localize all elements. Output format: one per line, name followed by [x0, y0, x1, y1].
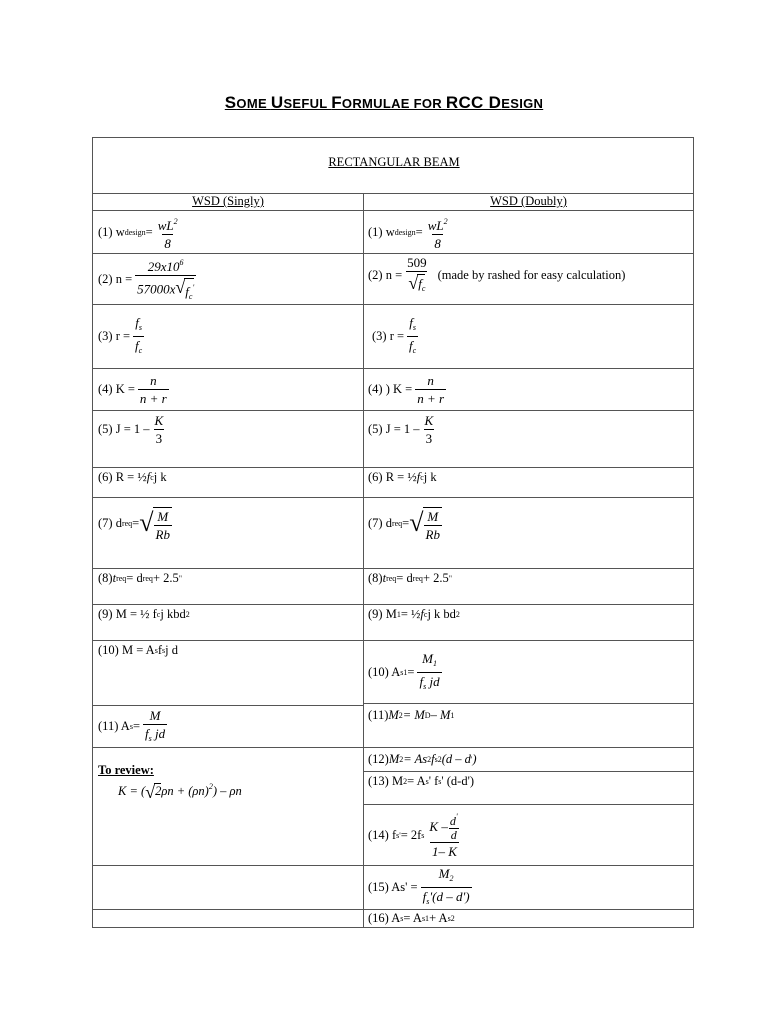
col-right-header: WSD (Doubly): [490, 194, 567, 208]
formula-table: [92, 137, 694, 928]
divider: [93, 747, 693, 748]
right-formula-7: (7) d req = √ $\frac{M}{Rb}$: [368, 508, 440, 542]
right-formula-3: (3) r = $\frac{f_s}{f_c}$: [372, 305, 421, 368]
right-formula-2: (2) n = 509 √ $f_c$ (made by rashed for easy calculation): [368, 254, 625, 296]
left-formula-11: (11) A s = $\frac{M}{f_s jd}$: [98, 706, 170, 747]
right-formula-13: (13) M 2 = A s ' f s ' (d-d'): [368, 773, 475, 788]
right-formula-9: (9) M 1 = ½ f c j k bd 2: [368, 606, 460, 621]
right-formula-16: (16) A s = A s1 + A s2: [368, 911, 455, 925]
left-formula-10: (10) M = A s f s j d: [98, 642, 178, 657]
left-formula-7: (7) d req = √ $\frac{M}{Rb}$: [98, 508, 170, 542]
right-formula-15: (15) As' = $\frac{M_2}{f_s'(d - d')}$: [368, 866, 475, 909]
right-formula-11: (11) M 2 = M D – M 1: [368, 707, 455, 722]
divider: [93, 467, 693, 468]
divider: [363, 703, 694, 704]
left-formula-8: (8) t req = d req + 2.5 ": [98, 570, 183, 585]
left-formula-1: (1) w design = $\frac{wL^2}{8}$: [98, 216, 178, 251]
left-formula-2: (2) n = $29x10^6$ 57000x √ $f_c'$: [98, 254, 199, 304]
col-left-header: WSD (Singly): [192, 194, 264, 208]
left-formula-5: (5) J = 1 – $\frac{K}{3}$: [98, 412, 164, 446]
left-formula-9: (9) M = ½ f c j kbd 2: [98, 606, 190, 621]
right-formula-1: (1) w design = $\frac{wL^2}{8}$: [368, 216, 448, 251]
right-formula-8: (8) t req = d req + 2.5 ": [368, 570, 453, 585]
left-formula-3: (3) r = $\frac{f_s}{f_c}$: [98, 305, 147, 368]
right-formula-10: (10) A s1 = $\frac{M_1}{f_s jd}$: [368, 641, 445, 703]
left-formula-4: (4) K = $\frac{n}{n + r}$: [98, 373, 167, 406]
right-formula-6: (6) R = ½ f c j k: [368, 470, 437, 484]
section-title: RECTANGULAR BEAM: [328, 155, 460, 169]
column-divider: [363, 193, 364, 927]
right-formula-5: (5) J = 1 – $\frac{K}{3}$: [368, 412, 434, 446]
right-formula-12: (12) M 2 = As 2 f s2 (d – d ' ): [368, 751, 477, 766]
right-formula-14: (14) f s ' = 2f s K – $\frac{d'}{d}$ 1– K: [368, 812, 458, 859]
k-formula: K = ( √ 2 $\rho n + (\rho n)^2) - \rho n$: [118, 781, 242, 802]
right-formula-4: (4) ) K = $\frac{n}{n + r}$: [368, 373, 445, 406]
page-title: SOME USEFUL FORMULAE FOR RCC DESIGN: [224, 93, 544, 112]
left-formula-6: (6) R = ½ f c j k: [98, 470, 167, 484]
review-label: To review:: [98, 763, 154, 777]
